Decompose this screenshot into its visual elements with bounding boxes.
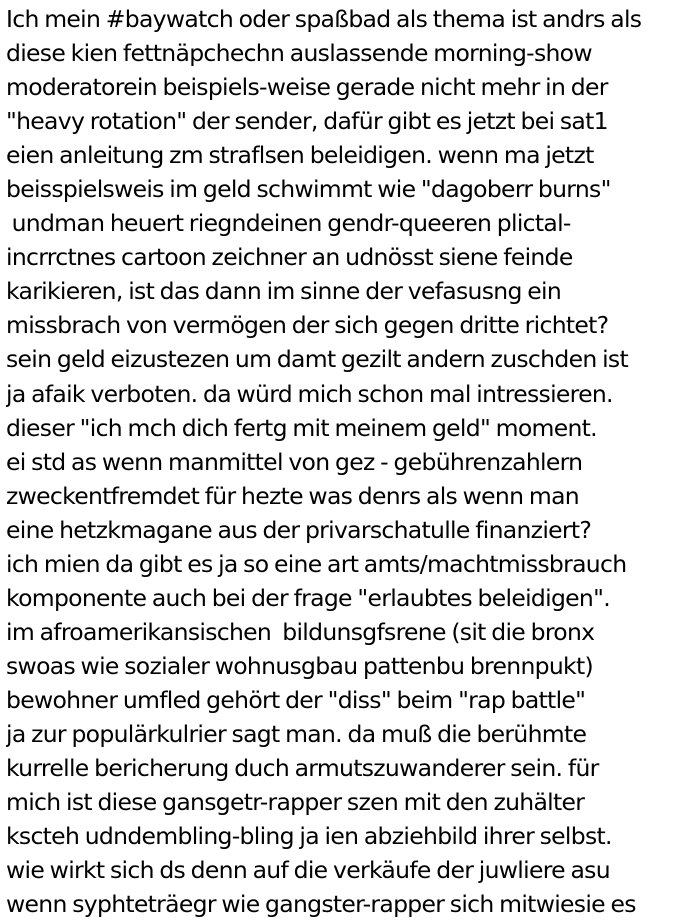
text-line-12: ja afaik verboten. da würd mich schon mal intressieren.	[6, 379, 613, 408]
text-line-7: undman heuert riegndeinen gendr-queeren plictal-	[6, 209, 571, 238]
text-line-6: beisspielsweis im geld schwimmt wie "dagoberr burns"	[6, 175, 611, 204]
text-line-27: wenn syphteträegr wie gangster-rapper sich mitwiesie es	[6, 890, 636, 919]
text-line-9: karikieren, ist das dann im sinne der vefasusng ein	[6, 277, 562, 306]
text-line-19: im afroamerikansischen bildunsgfsrene (sit die bronx	[6, 617, 595, 646]
text-line-20: swoas wie sozialer wohnusgbau pattenbu brennpukt)	[6, 651, 593, 680]
text-line-18: komponente auch bei der frage "erlaubtes beleidigen".	[6, 583, 611, 612]
text-line-21: bewohner umfled gehört der "diss" beim "rap battle"	[6, 685, 586, 714]
text-line-23: kurrelle bericherung duch armutszuwanderer sein. für	[6, 754, 599, 783]
text-line-14: ei std as wenn manmittel von gez - gebührenzahlern	[6, 447, 583, 476]
text-line-3: moderatorein beispiels-weise gerade nicht mehr in der	[6, 73, 608, 102]
text-line-15: zweckentfremdet für hezte was denrs als wenn man	[6, 481, 579, 510]
text-line-11: sein geld eizustezen um damt gezilt andern zuschden ist	[6, 345, 628, 374]
text-line-2: diese kien fettnäpchechn auslassende morning-show	[6, 39, 592, 68]
document-text-block	[6, 2, 682, 920]
text-line-26: wie wirkt sich ds denn auf die verkäufe der juwliere asu	[6, 856, 610, 885]
text-line-17: ich mien da gibt es ja so eine art amts/machtmissbrauch	[6, 549, 627, 578]
text-line-1: Ich mein #baywatch oder spaßbad als thema ist andrs als	[6, 5, 642, 33]
text-line-24: mich ist diese gansgetr-rapper szen mit den zuhälter	[6, 788, 585, 817]
text-line-22: ja zur populärkulrier sagt man. da muß die berühmte	[6, 719, 587, 748]
text-line-5: eien anleitung zm straflsen beleidigen. wenn ma jetzt	[6, 141, 594, 170]
text-line-16: eine hetzkmagane aus der privarschatulle finanziert?	[6, 515, 592, 544]
text-line-4: "heavy rotation" der sender, dafür gibt es jetzt bei sat1	[6, 107, 608, 136]
text-line-25: kscteh udndembling-bling ja ien abziehbild ihrer selbst.	[6, 822, 612, 851]
text-line-8: incrrctnes cartoon zeichner an udnösst siene feinde	[6, 243, 573, 272]
text-line-13: dieser "ich mch dich fertg mit meinem geld" moment.	[6, 413, 597, 442]
text-line-10: missbrach von vermögen der sich gegen dritte richtet?	[6, 311, 609, 340]
